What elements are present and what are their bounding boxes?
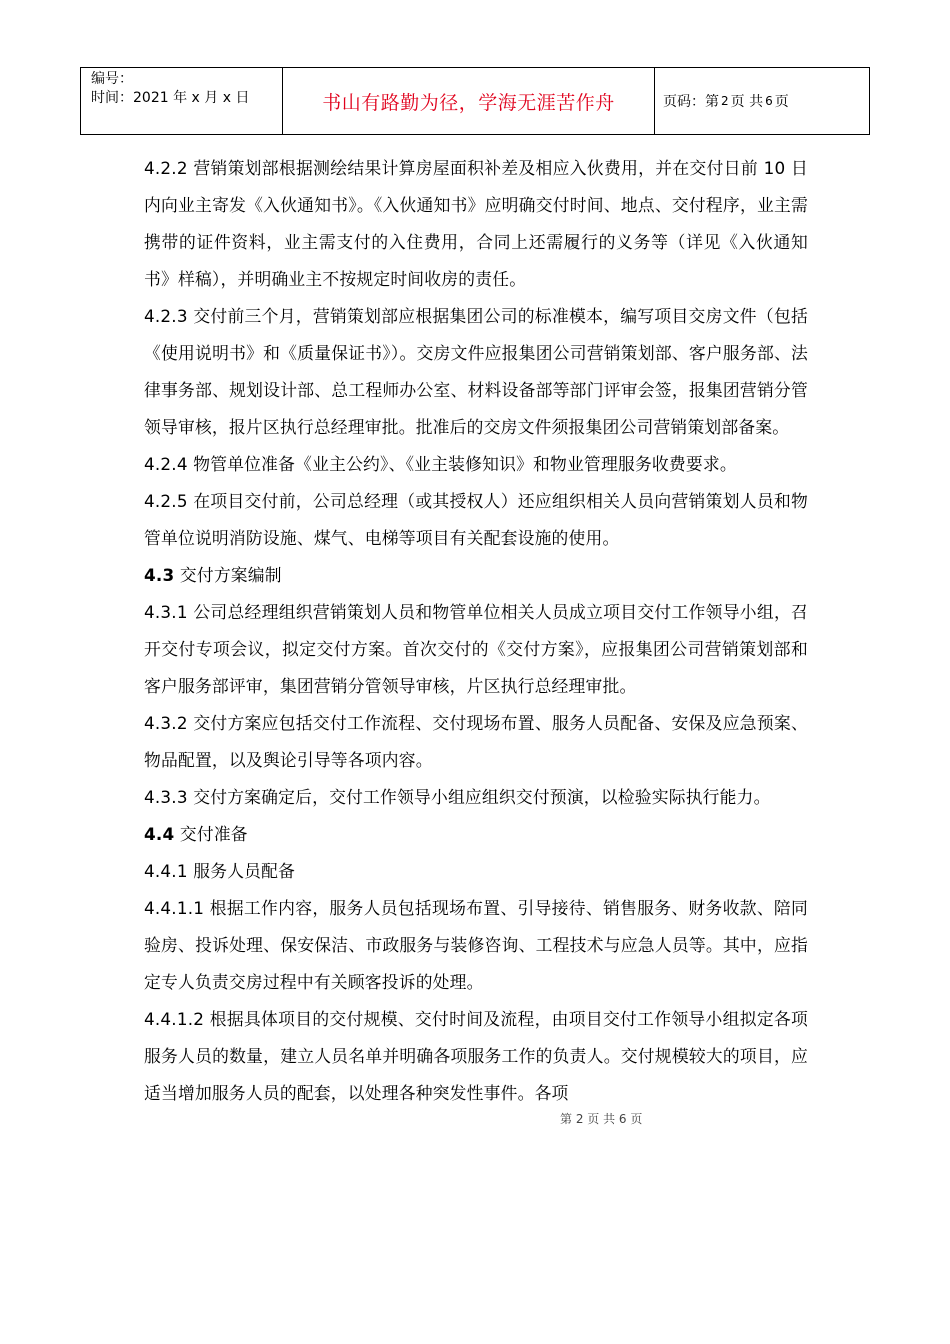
header-page-cell <box>655 68 869 134</box>
header-meta-cell <box>81 68 283 134</box>
paragraph: 4.2.4 物管单位准备《业主公约》、《业主装修知识》和物业管理服务收费要求。 <box>144 454 737 474</box>
section-heading: 4.3 交付方案编制 <box>144 565 282 585</box>
paragraph: 4.3.3 交付方案确定后，交付工作领导小组应组织交付预演，以检验实际执行能力。 <box>144 787 771 807</box>
paragraph: 4.4.1.1 根据工作内容，服务人员包括现场布置、引导接待、销售服务、财务收款、陪同验房、投诉处理、保安保洁、市政服务与装修咨询、工程技术与应急人员等。其中，应指定专人负责交房过程中有关顾客投诉的处理。 <box>144 898 808 992</box>
document-number: 编号： <box>91 71 133 87</box>
header-motto-cell <box>283 68 655 134</box>
paragraph: 4.3.2 交付方案应包括交付工作流程、交付现场布置、服务人员配备、安保及应急预案、物品配置，以及舆论引导等各项内容。 <box>144 713 808 770</box>
page-current: 2 <box>721 94 729 108</box>
paragraph: 4.3.1 公司总经理组织营销策划人员和物管单位相关人员成立项目交付工作领导小组，召开交付专项会议，拟定交付方案。首次交付的《交付方案》，应报集团公司营销策划部和客户服务部评审，集团营销分管领导审核，片区执行总经理审批。 <box>144 602 808 696</box>
header-motto: 书山有路勤为径，学海无涯苦作舟 <box>322 91 615 114</box>
paragraph: 4.2.3 交付前三个月，营销策划部应根据集团公司的标准模本，编写项目交房文件（包括《使用说明书》和《质量保证书》）。交房文件应报集团公司营销策划部、客户服务部、法律事务部、规划设计部、总工程师办公室、材料设备部等部门评审会签，报集团营销分管领导审核，报片区执行总经理审批。批准后的交房文件须报集团公司营销策划部备案。 <box>144 306 808 437</box>
page-total: 6 <box>765 94 773 108</box>
section-heading: 4.4 交付准备 <box>144 824 248 844</box>
document-body <box>144 150 808 1112</box>
paragraph: 4.2.2 营销策划部根据测绘结果计算房屋面积补差及相应入伙费用，并在交付日前 10 日内向业主寄发《入伙通知书》。《入伙通知书》应明确交付时间、地点、交付程序，业主需携带的证件资料，业主需支付的入住费用，合同上还需履行的义务等（详见《入伙通知书》样稿），并明确业主不按规定时间收房的责任。 <box>144 158 808 289</box>
page-header-table <box>80 67 870 135</box>
page-mid: 页 共 <box>730 94 764 110</box>
paragraph: 4.4.1.2 根据具体项目的交付规模、交付时间及流程，由项目交付工作领导小组拟定各项服务人员的数量，建立人员名单并明确各项服务工作的负责人。交付规模较大的项目，应适当增加服务人员的配套，以处理各种突发性事件。各项 <box>144 1009 808 1103</box>
page-end: 页 <box>774 94 789 110</box>
page-label: 页码：第 <box>663 94 719 110</box>
subsection-heading: 4.4.1 服务人员配备 <box>144 861 296 881</box>
paragraph: 4.2.5 在项目交付前，公司总经理（或其授权人）还应组织相关人员向营销策划人员和物管单位说明消防设施、煤气、电梯等项目有关配套设施的使用。 <box>144 491 808 548</box>
document-date: 时间：2021 年 x 月 x 日 <box>91 90 250 106</box>
page-footer-number: 第 2 页 共 6 页 <box>560 1112 643 1126</box>
